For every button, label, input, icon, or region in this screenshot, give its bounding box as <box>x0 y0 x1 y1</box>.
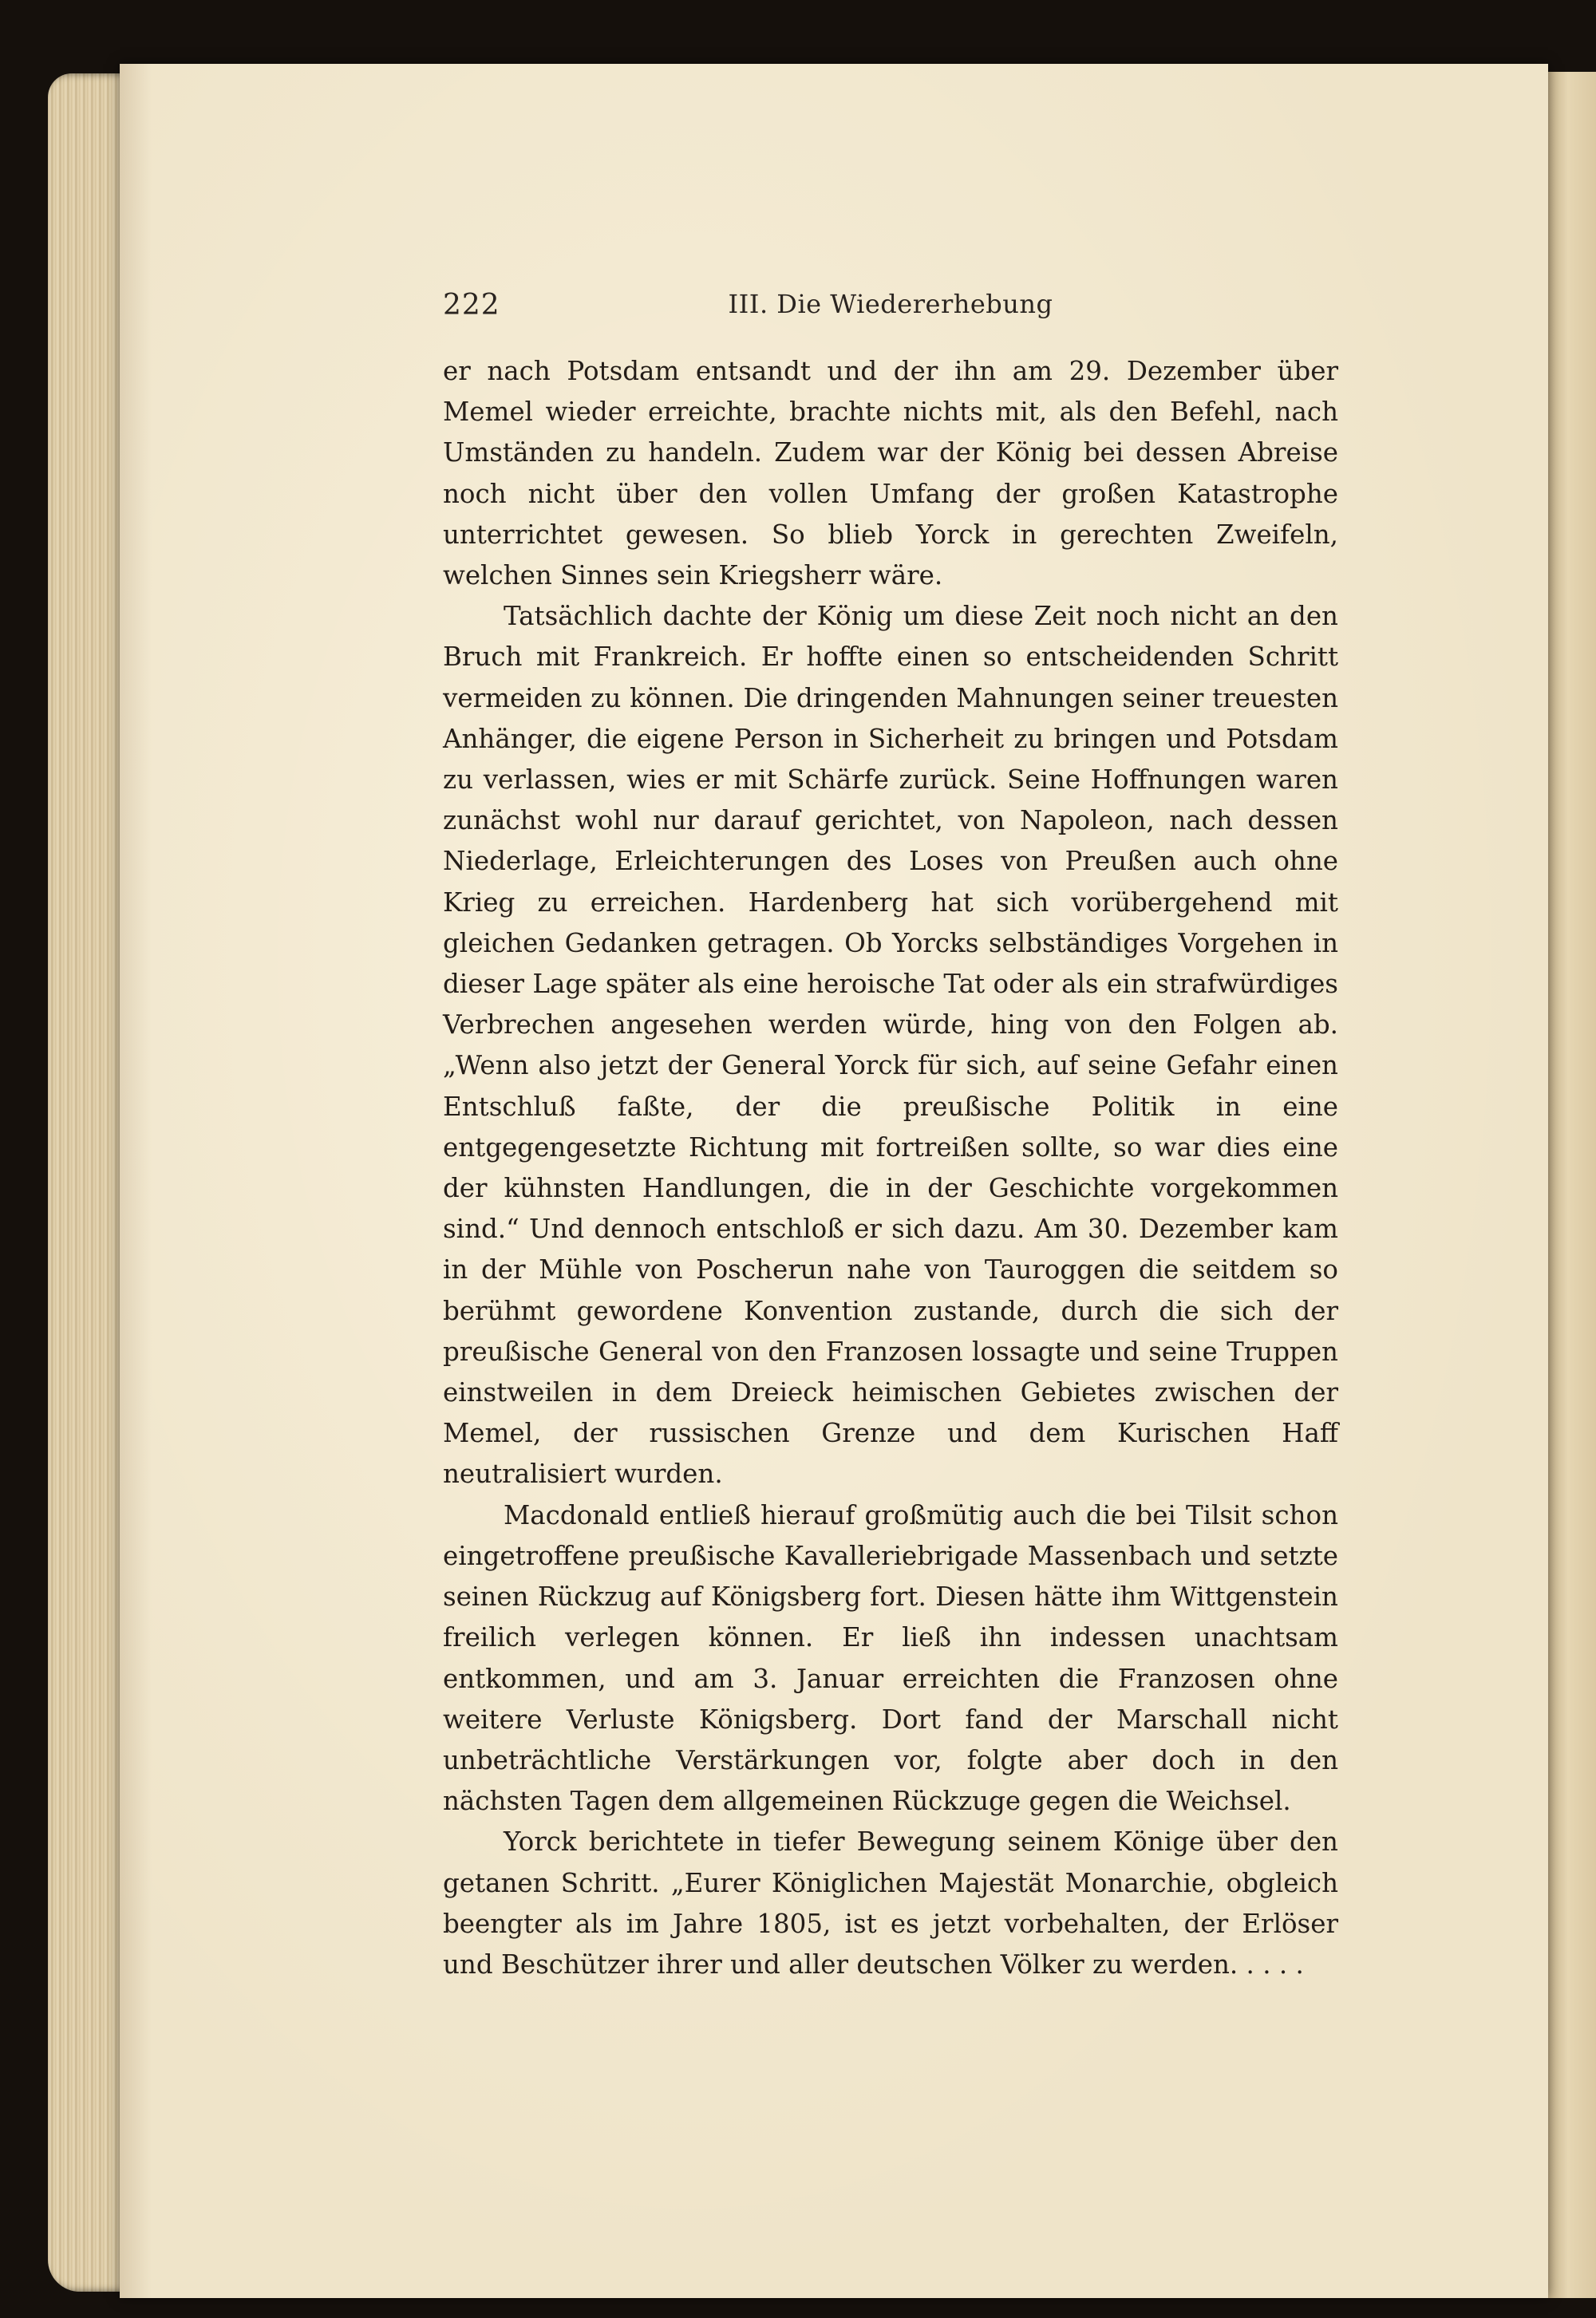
page-header <box>443 289 1338 329</box>
page-number: 222 <box>443 289 500 322</box>
facing-page-edge <box>1544 72 1596 2298</box>
paragraph: Macdonald entließ hierauf großmütig auch die bei Tilsit schon eingetroffene preußische Kavalleriebrigade Massenbach und setzte seinen Rückzug auf Königsberg fort. Diesen hätte ihm Wittgenstein freilich verlegen können. Er ließ ihn indessen unachtsam entkommen, und am 3. Januar erreichten die Franzosen ohne weitere Verluste Königsberg. Dort fand der Marschall nicht unbeträchtliche Verstärkungen vor, folgte aber doch in den nächsten Tagen dem allgemeinen Rückzuge gegen die Weichsel. <box>443 1499 1338 1817</box>
paragraph: er nach Potsdam entsandt und der ihn am 29. Dezember über Memel wieder erreichte, brachte nichts mit, als den Befehl, nach Umständen zu handeln. Zudem war der König bei dessen Abreise noch nicht über den vollen Umfang der großen Katastrophe unterrichtet gewesen. So blieb Yorck in gerechten Zweifeln, welchen Sinnes sein Kriegsherr wäre. <box>443 356 1338 591</box>
paragraph: Yorck berichtete in tiefer Bewegung seinem Könige über den getanen Schritt. „Eurer Königlichen Majestät Monarchie, obgleich beengter als im Jahre 1805, ist es jetzt vorbehalten, der Erlöser und Beschützer ihrer und aller deutschen Völker zu werden. . . . . <box>443 1826 1338 1980</box>
body-text <box>443 351 1338 1985</box>
running-head: III. Die Wiedererhebung <box>728 289 1053 319</box>
paragraph: Tatsächlich dachte der König um diese Zeit noch nicht an den Bruch mit Frankreich. Er hoffte einen so entscheidenden Schritt vermeiden zu können. Die dringenden Mahnungen seiner treuesten Anhänger, die eigene Person in Sicherheit zu bringen und Potsdam zu verlassen, wies er mit Schärfe zurück. Seine Hoffnungen waren zunächst wohl nur darauf gerichtet, von Napoleon, nach dessen Niederlage, Erleichterungen des Loses von Preußen auch ohne Krieg zu erreichen. Hardenberg hat sich vorübergehend mit gleichen Gedanken getragen. Ob Yorcks selbständiges Vorgehen in dieser Lage später als eine heroische Tat oder als ein strafwürdiges Verbrechen angesehen werden würde, hing von den Folgen ab. „Wenn also jetzt der General Yorck für sich, auf seine Gefahr einen Entschluß faßte, der die preußische Politik in eine entgegengesetzte Richtung mit fortreißen sollte, so war dies eine der kühnsten Handlungen, die in der Geschichte vorgekommen sind.“ Und dennoch entschloß er sich dazu. Am 30. Dezember kam in der Mühle von Poscherun nahe von Tauroggen die seitdem so berühmt gewordene Konvention zustande, durch die sich der preußische General von den Franzosen lossagte und seine Truppen einstweilen in dem Dreieck heimischen Gebietes zwischen der Memel, der russischen Grenze und dem Kurischen Haff neutralisiert wurden. <box>443 601 1338 1490</box>
